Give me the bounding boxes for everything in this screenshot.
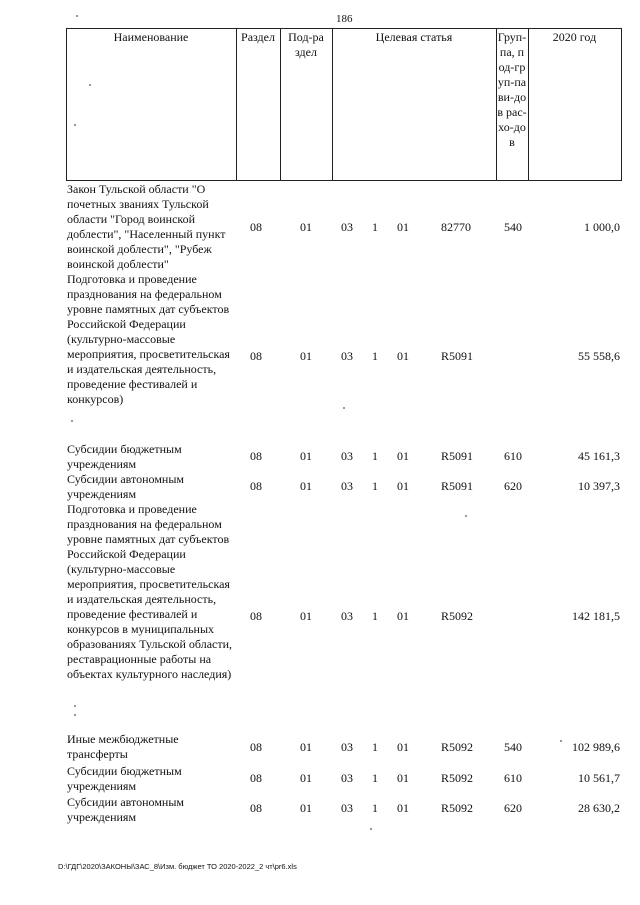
cell-podrazdel: 01 <box>300 479 312 493</box>
cell-podrazdel: 01 <box>300 349 312 363</box>
cell-razdel: 08 <box>250 349 262 363</box>
cell-t3: 01 <box>397 771 409 785</box>
header-name: Наименование <box>113 30 189 44</box>
cell-razdel: 08 <box>250 609 262 623</box>
header-subsection: Под-раздел <box>288 30 324 59</box>
table-header <box>66 28 622 180</box>
cell-podrazdel: 01 <box>300 220 312 234</box>
cell-t1: 03 <box>341 740 353 754</box>
cell-group: 620 <box>504 801 522 815</box>
cell-razdel: 08 <box>250 479 262 493</box>
cell-razdel: 08 <box>250 771 262 785</box>
cell-sum: 10 397,3 <box>578 479 620 493</box>
page-number: 186 <box>336 13 353 25</box>
row-name: Иные межбюджетные трансферты <box>67 732 179 761</box>
cell-t3: 01 <box>397 449 409 463</box>
cell-podrazdel: 01 <box>300 740 312 754</box>
cell-t2: 1 <box>372 479 378 493</box>
cell-t1: 03 <box>341 449 353 463</box>
header-group: Груп-па, под-груп-па ви-дов рас-хо-дов <box>497 30 527 149</box>
cell-t3: 01 <box>397 801 409 815</box>
cell-group: 610 <box>504 771 522 785</box>
cell-t4: R5092 <box>441 609 474 623</box>
row-name: Субсидии бюджетным учреждениям <box>67 764 182 793</box>
row-name: Закон Тульской области "О почетных званиях Тульской области "Город воинской доблести", "Населенный пункт воинской доблести", "Рубеж воинской доблести" <box>67 182 226 271</box>
file-path-footer: D:\ГДГ\2020\ЗАКОНЫ\ЗАС_8\Изм. бюджет ТО 2020-2022_2 чт\pr6.xls <box>58 862 297 871</box>
cell-razdel: 08 <box>250 220 262 234</box>
cell-t1: 03 <box>341 220 353 234</box>
cell-t3: 01 <box>397 479 409 493</box>
row-name: Подготовка и проведение празднования на федеральном уровне памятных дат субъектов Российской Федерации (культурно-массовые мероприятия, просветительская и издательская деятельность, проведение фестивалей и конкурсов в муниципальных образованиях Тульской области, реставрационные работы на объектах культурного наследия) <box>67 502 233 681</box>
cell-sum: 142 181,5 <box>572 609 620 623</box>
cell-group: 540 <box>504 740 522 754</box>
cell-t4: R5091 <box>441 479 474 493</box>
cell-t4: R5092 <box>441 801 474 815</box>
cell-podrazdel: 01 <box>300 801 312 815</box>
row-name: Субсидии автономным учреждениям <box>67 472 184 501</box>
cell-razdel: 08 <box>250 801 262 815</box>
cell-t4: R5092 <box>441 771 474 785</box>
header-section: Раздел <box>241 30 275 44</box>
cell-t3: 01 <box>397 349 409 363</box>
cell-podrazdel: 01 <box>300 771 312 785</box>
cell-t3: 01 <box>397 740 409 754</box>
cell-t2: 1 <box>372 220 378 234</box>
header-target: Целевая статья <box>375 30 453 44</box>
cell-t1: 03 <box>341 609 353 623</box>
cell-t2: 1 <box>372 349 378 363</box>
cell-t3: 01 <box>397 609 409 623</box>
header-year: 2020 год <box>552 30 597 44</box>
row-name: Подготовка и проведение празднования на федеральном уровне памятных дат субъектов Российской Федерации (культурно-массовые мероприятия, просветительская и издательская деятельность, проведение фестивалей и конкурсов) <box>67 272 230 406</box>
cell-sum: 1 000,0 <box>584 220 620 234</box>
cell-t3: 01 <box>397 220 409 234</box>
row-name: Субсидии бюджетным учреждениям <box>67 442 182 471</box>
cell-sum: 102 989,6 <box>572 740 620 754</box>
cell-group: 610 <box>504 449 522 463</box>
cell-podrazdel: 01 <box>300 609 312 623</box>
cell-sum: 10 561,7 <box>578 771 620 785</box>
cell-group: 620 <box>504 479 522 493</box>
row-name: Субсидии автономным учреждениям <box>67 795 184 824</box>
cell-t2: 1 <box>372 609 378 623</box>
cell-t1: 03 <box>341 771 353 785</box>
cell-sum: 55 558,6 <box>578 349 620 363</box>
cell-t2: 1 <box>372 449 378 463</box>
cell-razdel: 08 <box>250 449 262 463</box>
cell-t4: R5091 <box>441 449 474 463</box>
cell-group: 540 <box>504 220 522 234</box>
cell-razdel: 08 <box>250 740 262 754</box>
cell-podrazdel: 01 <box>300 449 312 463</box>
cell-t1: 03 <box>341 479 353 493</box>
cell-t2: 1 <box>372 801 378 815</box>
cell-t1: 03 <box>341 801 353 815</box>
cell-t2: 1 <box>372 740 378 754</box>
cell-t2: 1 <box>372 771 378 785</box>
cell-sum: 28 630,2 <box>578 801 620 815</box>
cell-t4: 82770 <box>441 220 471 234</box>
cell-sum: 45 161,3 <box>578 449 620 463</box>
cell-t1: 03 <box>341 349 353 363</box>
cell-t4: R5092 <box>441 740 474 754</box>
cell-t4: R5091 <box>441 349 474 363</box>
